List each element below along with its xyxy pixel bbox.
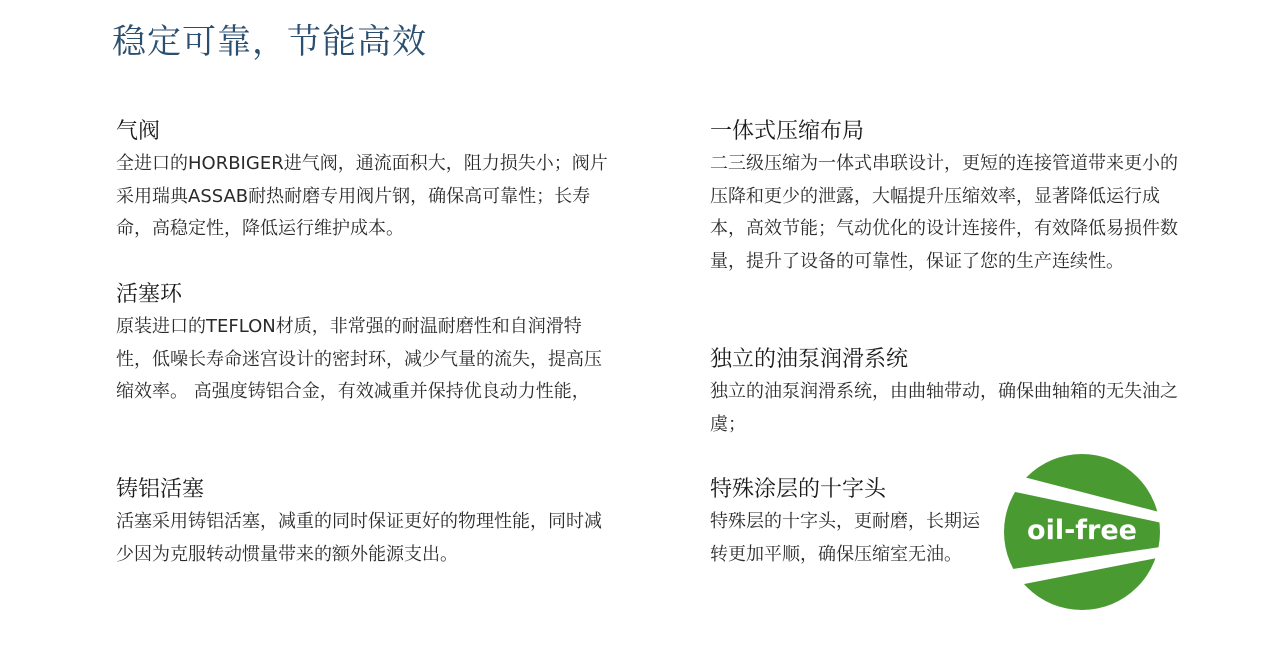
page-title: 稳定可靠，节能高效 (112, 22, 427, 62)
section-heading: 活塞环 (116, 282, 183, 307)
section-integral-layout (710, 117, 1180, 278)
section-body: 全进口的HORBIGER进气阀，通流面积大，阻力损失小；阀片采用瑞典ASSAB耐热耐磨专用阀片钢，确保高可靠性；长寿命，高稳定性，降低运行维护成本。 (116, 153, 608, 239)
section-heading: 特殊涂层的十字头 (710, 477, 887, 502)
oil-free-label: oil-free (1027, 515, 1137, 546)
section-body: 活塞采用铸铝活塞，减重的同时保证更好的物理性能，同时减少因为克服转动惯量带来的额外能源支出。 (116, 511, 602, 565)
section-body: 特殊层的十字头，更耐磨，长期运转更加平顺，确保压缩室无油。 (710, 511, 980, 565)
section-cast-aluminum-piston (116, 475, 616, 571)
section-heading: 铸铝活塞 (116, 477, 205, 502)
oil-free-badge-icon (1002, 452, 1162, 612)
section-heading: 一体式压缩布局 (710, 119, 865, 144)
section-oil-pump-lubrication (710, 345, 1180, 441)
section-body: 原装进口的TEFLON材质，非常强的耐温耐磨性和自润滑特性，低噪长寿命迷宫设计的密封环，减少气量的流失，提高压缩效率。 高强度铸铝合金，有效减重并保持优良动力性能， (116, 316, 602, 402)
section-valve (116, 117, 612, 246)
section-body: 二三级压缩为一体式串联设计，更短的连接管道带来更小的压降和更少的泄露，大幅提升压缩效率，显著降低运行成本，高效节能；气动优化的设计连接件，有效降低易损件数量，提升了设备的可靠性，保证了您的生产连续性。 (710, 153, 1178, 272)
section-heading: 气阀 (116, 119, 161, 144)
section-piston-ring (116, 280, 616, 409)
section-crosshead (710, 475, 980, 571)
section-body: 独立的油泵润滑系统，由曲轴带动，确保曲轴箱的无失油之虞； (710, 381, 1178, 435)
section-heading: 独立的油泵润滑系统 (710, 347, 909, 372)
